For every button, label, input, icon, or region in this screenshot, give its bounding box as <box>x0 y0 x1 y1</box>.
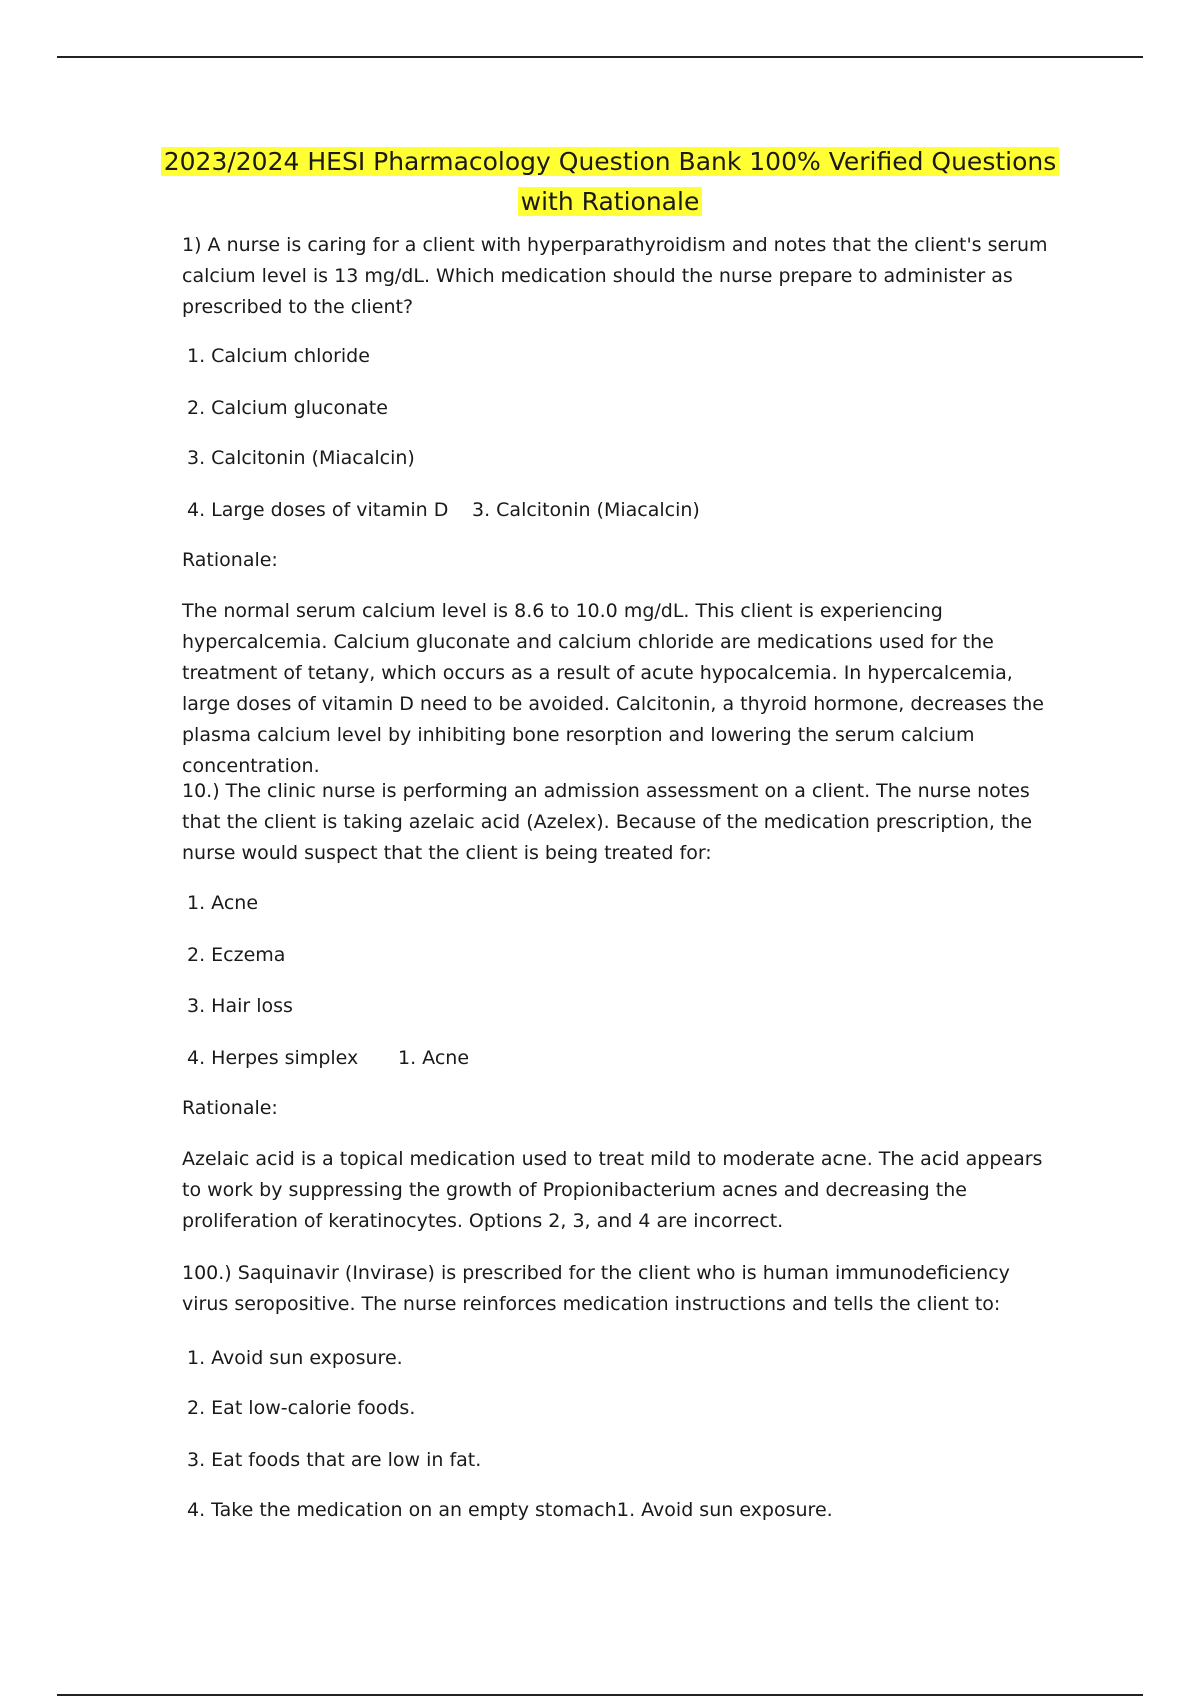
question-1-option-3: 3. Calcitonin (Miacalcin) <box>187 447 415 469</box>
question-3-option-4: 4. Take the medication on an empty stomach. <box>187 1499 623 1521</box>
question-1-option-1: 1. Calcium chloride <box>187 345 370 367</box>
question-2-rationale: Azelaic acid is a topical medication used to treat mild to moderate acne. The acid appears to work by suppressing the growth of Propionibacterium acnes and decreasing the proliferation of keratinocytes. Options 2, 3, and 4 are incorrect. <box>182 1148 1043 1232</box>
question-2-option-1: 1. Acne <box>187 892 259 914</box>
question-2-option-3: 3. Hair loss <box>187 995 293 1017</box>
question-2-rationale-label: Rationale: <box>182 1097 278 1119</box>
title-line-1: 2023/2024 HESI Pharmacology Question Bank 100% Verified Questions <box>161 147 1060 176</box>
question-1-option-2: 2. Calcium gluconate <box>187 397 388 419</box>
question-1-stem: 1) A nurse is caring for a client with hyperparathyroidism and notes that the client's serum calcium level is 13 mg/dL. Which medication should the nurse prepare to administer as prescribed to the client? <box>182 234 1048 318</box>
title-line-2: with Rationale <box>518 187 703 216</box>
question-2-stem: 10.) The clinic nurse is performing an admission assessment on a client. The nurse notes that the client is taking azelaic acid (Azelex). Because of the medication prescription, the nurse would suspect that the client is being treated for: <box>182 780 1033 864</box>
top-divider <box>57 56 1143 58</box>
bottom-divider <box>57 1694 1143 1696</box>
question-3-option-1: 1. Avoid sun exposure. <box>187 1347 403 1369</box>
question-3-stem: 100.) Saquinavir (Invirase) is prescribed for the client who is human immunodeficiency virus seropositive. The nurse reinforces medication instructions and tells the client to: <box>182 1262 1010 1315</box>
question-2-option-2: 2. Eczema <box>187 944 286 966</box>
document-title <box>160 142 1060 222</box>
question-1-answer: 3. Calcitonin (Miacalcin) <box>472 499 700 521</box>
question-2-option-4: 4. Herpes simplex <box>187 1047 359 1069</box>
question-3-option-2: 2. Eat low-calorie foods. <box>187 1397 416 1419</box>
question-1-rationale: The normal serum calcium level is 8.6 to 10.0 mg/dL. This client is experiencing hypercalcemia. Calcium gluconate and calcium chloride are medications used for the treatment of tetany, which occurs as a result of acute hypocalcemia. In hypercalcemia, large doses of vitamin D need to be avoided. Calcitonin, a thyroid hormone, decreases the plasma calcium level by inhibiting bone resorption and lowering the serum calcium concentration. <box>182 600 1044 777</box>
question-2-answer: 1. Acne <box>398 1047 470 1069</box>
question-3-option-3: 3. Eat foods that are low in fat. <box>187 1449 482 1471</box>
question-1-option-4: 4. Large doses of vitamin D <box>187 499 449 521</box>
question-3-answer: 1. Avoid sun exposure. <box>617 1499 833 1521</box>
question-1-rationale-label: Rationale: <box>182 549 278 571</box>
